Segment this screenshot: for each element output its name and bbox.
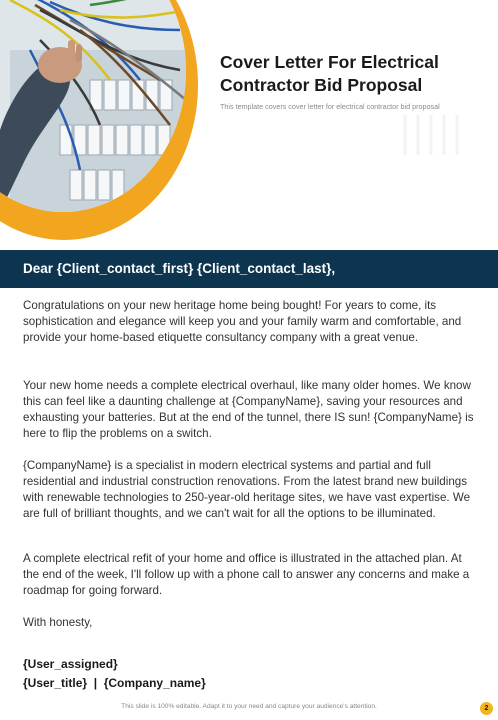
letter-closing: With honesty, — [23, 616, 93, 629]
decorative-lines — [400, 115, 470, 155]
signature-title-company: {User_title} | {Company_name} — [23, 676, 206, 690]
footer-note: This slide is 100% editable. Adapt it to your need and capture your audience's attention. — [121, 703, 377, 710]
letter-paragraph: A complete electrical refit of your home and office is illustrated in the attached plan. At the end of the week, I'll follow up with a phone call to answer any concerns and make a roadmap for going forward. — [23, 552, 470, 597]
page-subtitle: This template covers cover letter for electrical contractor bid proposal — [220, 102, 440, 111]
page-number-badge: 2 — [480, 702, 493, 715]
salutation-banner — [0, 250, 498, 288]
letter-paragraph: Your new home needs a complete electrical overhaul, like many older homes. We know this can feel like a daunting challenge at {CompanyName}, saving your resources and exhausting your batteries. But at the end of the tunnel, there IS sun! {CompanyName} is here to flip the problems on a switch. — [23, 379, 474, 440]
page-title: Cover Letter For Electrical Contractor Bid Proposal — [220, 52, 439, 95]
signature-user: {User_assigned} — [23, 657, 118, 671]
letter-paragraph: Congratulations on your new heritage home being bought! For years to come, its sophistication and elegance will keep you and your family warm and comfortable, and provide your home-based etiquette consultancy company with a great venue. — [23, 299, 462, 344]
signature-block — [23, 655, 206, 693]
salutation-text: Dear {Client_contact_first} {Client_contact_last}, — [23, 261, 336, 276]
letter-paragraph: {CompanyName} is a specialist in modern electrical systems and partial and full residential and industrial construction renovations. From the latest brand new buildings with renewable technologies to 250-year-old heritage sites, we have vast expertise. We are full of brilliant thoughts, and we can't wait for all the options to be illuminated. — [23, 459, 471, 520]
